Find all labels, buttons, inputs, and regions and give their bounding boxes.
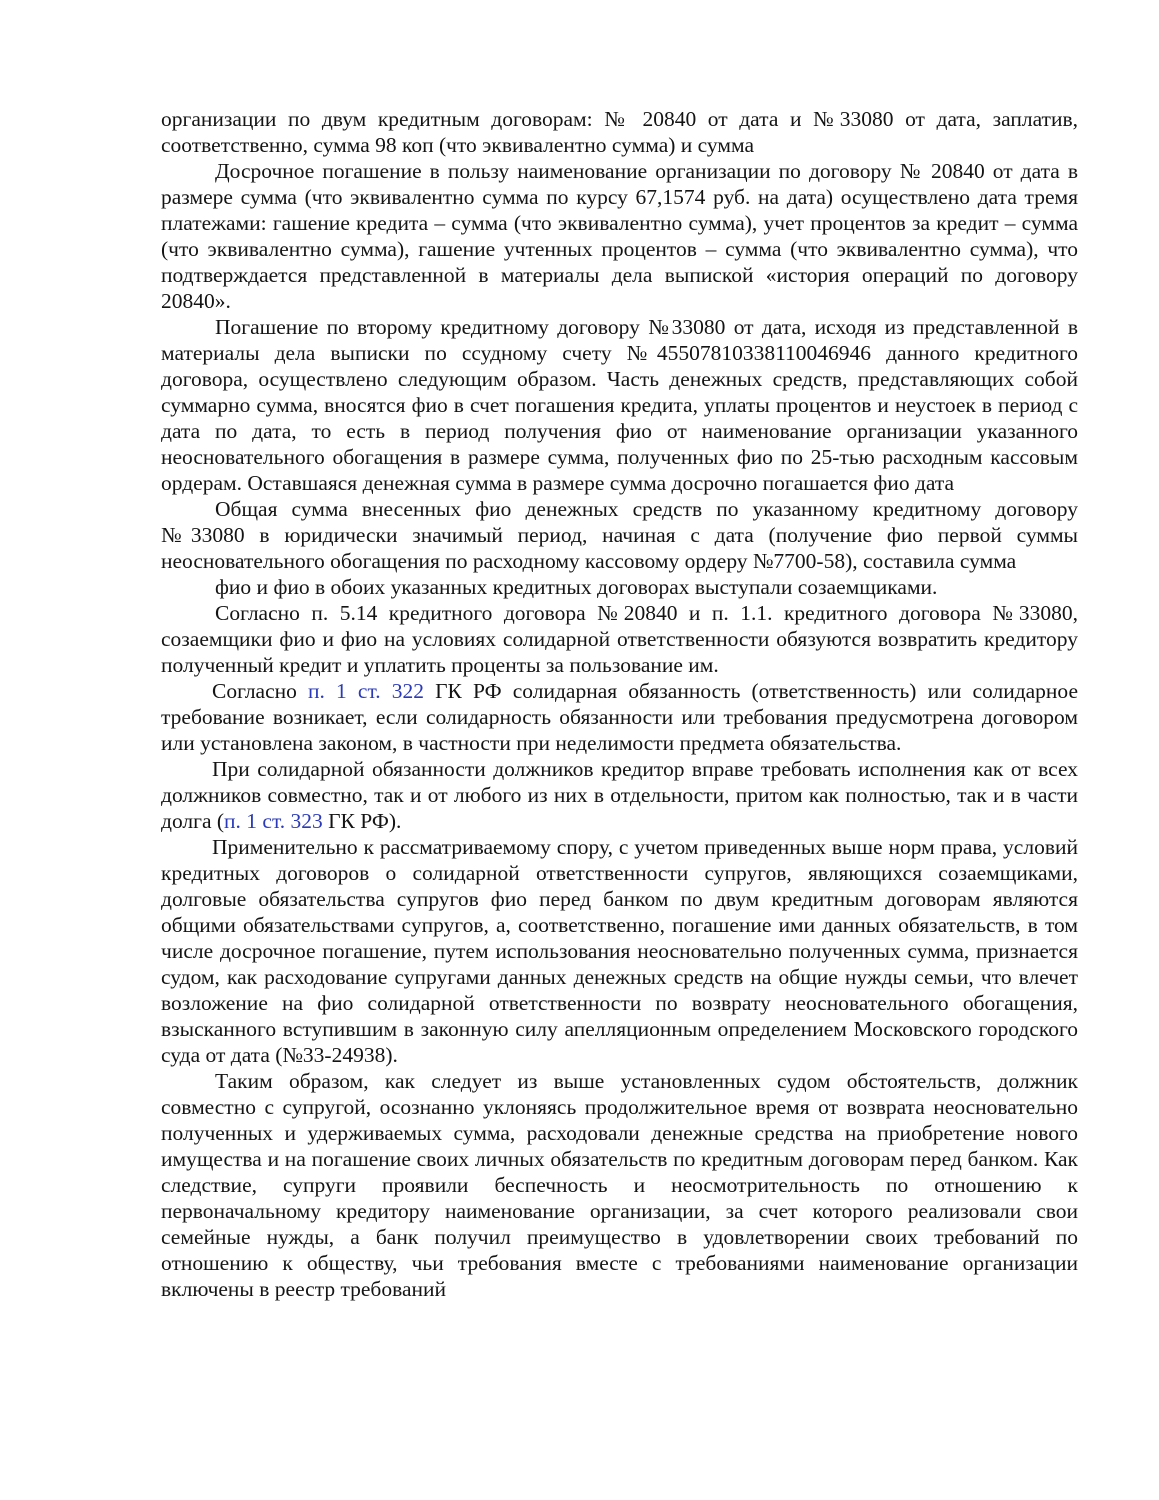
law-reference-link-322[interactable]: п. 1 ст. 322 bbox=[308, 679, 424, 703]
paragraph-text-before-link: Согласно bbox=[212, 679, 309, 703]
paragraph-text: Применительно к рассматриваемому спору, с учетом приведенных выше норм права, условий кредитных договоров о солидарной ответственности супругов, являющихся созаемщиками, долговые обязательства супругов фио перед банком по двум кредитным договорам являются общими обязательствами супругов, а, соответственно, погашение ими данных обязательств, в том числе досрочное погашение, путем использования неосновательно полученных сумма, признается судом, как расходование супругами данных денежных средств на общие нужды семьи, что влечет возложение на фио солидарной ответственности по возврату неосновательного обогащения, взысканного вступившим в законную силу апелляционным определением Московского городского суда от дата (№33-24938). bbox=[161, 835, 1078, 1067]
paragraph-4 bbox=[161, 496, 1078, 574]
paragraph-8 bbox=[161, 756, 1078, 834]
paragraph-1 bbox=[161, 106, 1078, 158]
paragraph-text-after-link: ГК РФ). bbox=[322, 809, 402, 833]
paragraph-text-after-link: ГК РФ солидарная обязанность (ответственность) или солидарное требование возникает, если солидарность обязанности или требования предусмотрена договором или установлена законом, в частности при неделимости предмета обязательства. bbox=[161, 679, 1078, 755]
paragraph-text: Погашение по второму кредитному договору №33080 от дата, исходя из представленной в материалы дела выписки по ссудному счету №45507810338110046946 данного кредитного договора, осуществлено следующим образом. Часть денежных средств, представляющих собой суммарно сумма, вносятся фио в счет погашения кредита, уплаты процентов и неустоек в период с дата по дата, то есть в период получения фио от наименование организации указанного неосновательного обогащения в размере сумма, полученных фио по 25-тью расходным кассовым ордерам. Оставшаяся денежная сумма в размере сумма досрочно погашается фио дата bbox=[161, 315, 1078, 495]
paragraph-6 bbox=[161, 600, 1078, 678]
paragraph-7 bbox=[161, 678, 1078, 756]
paragraph-text: Согласно п. 5.14 кредитного договора №20840 и п. 1.1. кредитного договора №33080, созаемщики фио и фио на условиях солидарной ответственности обязуются возвратить кредитору полученный кредит и уплатить проценты за пользование им. bbox=[161, 601, 1078, 677]
paragraph-text: Досрочное погашение в пользу наименование организации по договору № 20840 от дата в размере сумма (что эквивалентно сумма по курсу 67,1574 руб. на дата) осуществлено дата тремя платежами: гашение кредита – сумма (что эквивалентно сумма), учет процентов за кредит – сумма (что эквивалентно сумма), гашение учтенных процентов – сумма (что эквивалентно сумма), что подтверждается представленной в материалы дела выпиской «история операций по договору 20840». bbox=[161, 159, 1078, 313]
paragraph-9 bbox=[161, 834, 1078, 1068]
paragraph-2 bbox=[161, 158, 1078, 314]
paragraph-text: Таким образом, как следует из выше установленных судом обстоятельств, должник совместно с супругой, осознанно уклоняясь продолжительное время от возврата неосновательно полученных и удерживаемых сумма, расходовали денежные средства на приобретение нового имущества и на погашение своих личных обязательств по кредитным договорам перед банком. Как следствие, супруги проявили беспечность и неосмотрительность по отношению к первоначальному кредитору наименование организации, за счет которого реализовали свои семейные нужды, а банк получил преимущество в удовлетворении своих требований по отношению к обществу, чьи требования вместе с требованиями наименование организации включены в реестр требований bbox=[161, 1069, 1078, 1301]
paragraph-3 bbox=[161, 314, 1078, 496]
law-reference-link-323[interactable]: п. 1 ст. 323 bbox=[224, 809, 323, 833]
paragraph-10 bbox=[161, 1068, 1078, 1302]
paragraph-text: фио и фио в обоих указанных кредитных договорах выступали созаемщиками. bbox=[215, 575, 938, 599]
document-page bbox=[161, 106, 1078, 1302]
paragraph-5 bbox=[161, 574, 1078, 600]
paragraph-text: Общая сумма внесенных фио денежных средств по указанному кредитному договору №33080 в юридически значимый период, начиная с дата (получение фио первой суммы неосновательного обогащения по расходному кассовому ордеру №7700-58), составила сумма bbox=[161, 497, 1078, 573]
paragraph-text: организации по двум кредитным договорам: № 20840 от дата и №33080 от дата, заплатив, соответственно, сумма 98 коп (что эквивалентно сумма) и сумма bbox=[161, 107, 1078, 157]
paragraph-text-before-link: При солидарной обязанности должников кредитор вправе требовать исполнения как от всех должников совместно, так и от любого из них в отдельности, притом как полностью, так и в части долга ( bbox=[161, 757, 1078, 833]
